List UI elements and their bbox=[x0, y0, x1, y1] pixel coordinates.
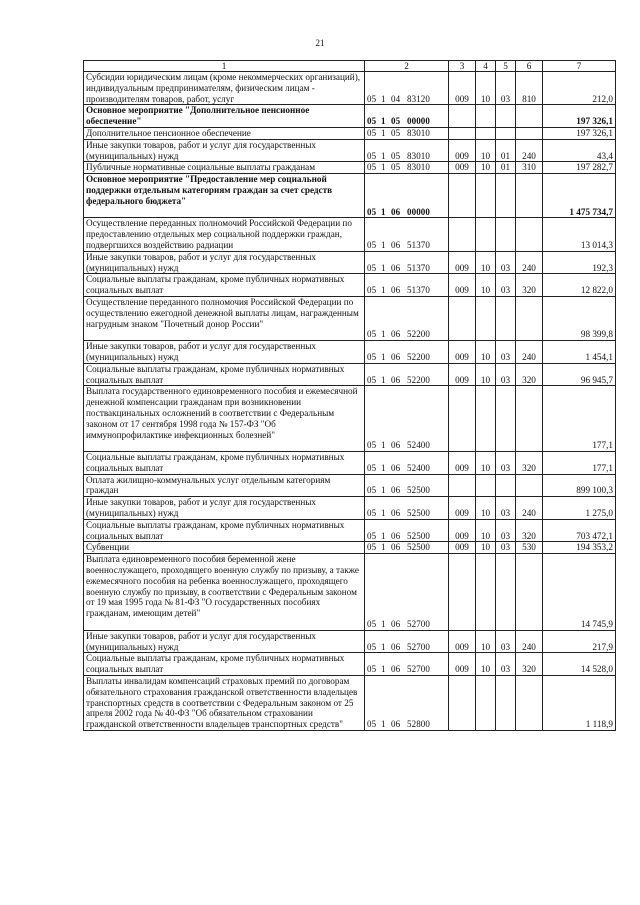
row-target-code bbox=[365, 105, 449, 128]
row-grbs bbox=[449, 218, 476, 251]
row-amount: 1 275,0 bbox=[543, 497, 616, 520]
row-target-code bbox=[365, 474, 449, 497]
row-target-code bbox=[365, 341, 449, 364]
row-subsection: 03 bbox=[496, 519, 516, 542]
row-expense-type: 240 bbox=[516, 341, 543, 364]
row-section bbox=[476, 386, 496, 452]
row-target-code bbox=[365, 274, 449, 297]
code-part: 05 bbox=[367, 116, 377, 127]
row-subsection bbox=[496, 554, 516, 631]
row-expense-type: 240 bbox=[516, 139, 543, 162]
code-part: 05 bbox=[367, 508, 377, 519]
row-name bbox=[84, 386, 365, 452]
header-cell: 4 bbox=[476, 61, 496, 72]
row-section bbox=[476, 174, 496, 218]
row-amount: 217,9 bbox=[543, 630, 616, 653]
code-part: 52200 bbox=[407, 329, 430, 340]
row-subsection bbox=[496, 174, 516, 218]
row-name bbox=[84, 72, 365, 105]
code-part: 83010 bbox=[407, 150, 430, 161]
row-section bbox=[476, 127, 496, 139]
code-part: 06 bbox=[391, 351, 401, 362]
code-part: 05 bbox=[391, 150, 401, 161]
row-grbs: 009 bbox=[449, 630, 476, 653]
row-amount: 177,1 bbox=[543, 386, 616, 452]
row-section: 10 bbox=[476, 452, 496, 475]
row-name bbox=[84, 630, 365, 653]
table-row bbox=[84, 274, 616, 297]
row-name bbox=[84, 139, 365, 162]
row-expense-type bbox=[516, 174, 543, 218]
row-name-text: Иные закупки товаров, работ и услуг для государственных (муниципальных) нужд bbox=[86, 139, 317, 161]
code-part: 83010 bbox=[407, 127, 430, 138]
code-part: 06 bbox=[391, 462, 401, 473]
row-grbs: 009 bbox=[449, 653, 476, 676]
code-part: 1 bbox=[381, 542, 386, 553]
row-target-code bbox=[365, 72, 449, 105]
row-name bbox=[84, 653, 365, 676]
code-part: 05 bbox=[391, 162, 401, 173]
code-part: 06 bbox=[391, 329, 401, 340]
row-name-text: Выплата государственного единовременного пособия и ежемесячной денежной компенсации гражданам при возникновении поствакцинальных осложнений в соответствии с Федеральным законом от 17 сентября 1998 года № 157-ФЗ "Об иммунопрофилактике инфекционных болезней" bbox=[86, 386, 358, 440]
row-section: 10 bbox=[476, 653, 496, 676]
code-part: 1 bbox=[381, 485, 386, 496]
code-part: 1 bbox=[381, 93, 386, 104]
table-row bbox=[84, 218, 616, 251]
row-target-code bbox=[365, 554, 449, 631]
row-expense-type: 320 bbox=[516, 653, 543, 676]
row-expense-type bbox=[516, 127, 543, 139]
row-grbs bbox=[449, 296, 476, 340]
code-part: 83120 bbox=[407, 93, 430, 104]
row-expense-type: 320 bbox=[516, 452, 543, 475]
code-part: 05 bbox=[367, 329, 377, 340]
row-name bbox=[84, 162, 365, 174]
row-name-text: Иные закупки товаров, работ и услуг для государственных (муниципальных) нужд bbox=[86, 341, 317, 362]
code-part: 00000 bbox=[407, 206, 430, 217]
row-amount: 1 475 734,7 bbox=[543, 174, 616, 218]
header-cell: 1 bbox=[84, 61, 365, 72]
row-grbs: 009 bbox=[449, 274, 476, 297]
row-name bbox=[84, 296, 365, 340]
row-name-text: Осуществление переданного полномочия Российской Федерации по осуществлению ежегодной денежной выплаты лицам, награжденным нагрудным знаком "Почетный донор России" bbox=[86, 296, 359, 329]
code-part: 1 bbox=[381, 530, 386, 541]
row-name bbox=[84, 174, 365, 218]
row-name-text: Выплата единовременного пособия беременной жене военнослужащего, проходящего военную службу по призыву, а также ежемесячного пособия на ребенка военнослужащего, проходящего военную службу по призыву, в соответствии с Федеральным законом от 19 мая 1995 года № 81-ФЗ "О государственных пособиях гражданам, имеющим детей" bbox=[86, 554, 359, 619]
row-name-text: Социальные выплаты гражданам, кроме публичных нормативных социальных выплат bbox=[86, 363, 345, 385]
row-grbs bbox=[449, 554, 476, 631]
row-amount: 98 399,8 bbox=[543, 296, 616, 340]
page-number: 21 bbox=[315, 38, 325, 48]
row-name-text: Оплата жилищно-коммунальных услуг отдельным категориям граждан bbox=[86, 474, 331, 496]
row-expense-type: 310 bbox=[516, 162, 543, 174]
code-part: 06 bbox=[391, 508, 401, 519]
code-part: 06 bbox=[391, 239, 401, 250]
row-subsection: 03 bbox=[496, 452, 516, 475]
code-part: 06 bbox=[391, 374, 401, 385]
code-part: 05 bbox=[367, 239, 377, 250]
row-grbs: 009 bbox=[449, 72, 476, 105]
code-part: 05 bbox=[367, 719, 377, 730]
code-part: 05 bbox=[367, 93, 377, 104]
code-part: 1 bbox=[381, 239, 386, 250]
row-subsection: 01 bbox=[496, 139, 516, 162]
code-part: 05 bbox=[367, 664, 377, 675]
budget-table bbox=[83, 60, 616, 731]
row-name bbox=[84, 105, 365, 128]
row-section: 10 bbox=[476, 542, 496, 554]
row-expense-type bbox=[516, 474, 543, 497]
row-grbs: 009 bbox=[449, 542, 476, 554]
table-row bbox=[84, 251, 616, 274]
code-part: 52400 bbox=[407, 462, 430, 473]
row-section bbox=[476, 554, 496, 631]
row-name-text: Иные закупки товаров, работ и услуг для государственных (муниципальных) нужд bbox=[86, 251, 317, 273]
row-expense-type bbox=[516, 676, 543, 731]
code-part: 06 bbox=[391, 285, 401, 296]
table-row bbox=[84, 127, 616, 139]
row-name-text: Субвенции bbox=[86, 542, 130, 553]
row-subsection: 03 bbox=[496, 653, 516, 676]
code-part: 05 bbox=[367, 206, 377, 217]
code-part: 1 bbox=[381, 641, 386, 652]
row-section: 10 bbox=[476, 72, 496, 105]
code-part: 52500 bbox=[407, 485, 430, 496]
code-part: 52800 bbox=[407, 719, 430, 730]
header-cell: 7 bbox=[543, 61, 616, 72]
row-name bbox=[84, 676, 365, 731]
row-amount: 12 822,0 bbox=[543, 274, 616, 297]
row-amount: 1 454,1 bbox=[543, 341, 616, 364]
row-target-code bbox=[365, 296, 449, 340]
row-name-text: Осуществление переданных полномочий Российской Федерации по предоставлению отдельных мер социальной поддержки граждан, подвергшихся воздействию радиации bbox=[86, 218, 352, 250]
code-part: 05 bbox=[367, 462, 377, 473]
code-part: 05 bbox=[367, 127, 377, 138]
row-subsection bbox=[496, 474, 516, 497]
row-amount: 43,4 bbox=[543, 139, 616, 162]
row-expense-type: 240 bbox=[516, 251, 543, 274]
row-name-text: Субсидии юридическим лицам (кроме некоммерческих организаций), индивидуальным предпринимателям, физическим лицам - производителям товаров, работ, услуг bbox=[86, 72, 361, 104]
header-cell: 2 bbox=[365, 61, 449, 72]
table-row bbox=[84, 386, 616, 452]
row-target-code bbox=[365, 251, 449, 274]
row-target-code bbox=[365, 519, 449, 542]
header-row bbox=[84, 61, 616, 72]
row-grbs bbox=[449, 386, 476, 452]
code-part: 00000 bbox=[407, 116, 430, 127]
header-cell: 5 bbox=[496, 61, 516, 72]
row-target-code bbox=[365, 386, 449, 452]
table-row bbox=[84, 72, 616, 105]
code-part: 1 bbox=[381, 374, 386, 385]
header-cell: 3 bbox=[449, 61, 476, 72]
row-grbs: 009 bbox=[449, 497, 476, 520]
code-part: 05 bbox=[367, 619, 377, 630]
code-part: 52400 bbox=[407, 440, 430, 451]
row-grbs bbox=[449, 676, 476, 731]
row-name-text: Иные закупки товаров, работ и услуг для государственных (муниципальных) нужд bbox=[86, 497, 317, 519]
row-name bbox=[84, 542, 365, 554]
row-name bbox=[84, 218, 365, 251]
table-row bbox=[84, 139, 616, 162]
table-row bbox=[84, 162, 616, 174]
code-part: 1 bbox=[381, 351, 386, 362]
code-part: 1 bbox=[381, 719, 386, 730]
code-part: 1 bbox=[381, 329, 386, 340]
row-name-text: Публичные нормативные социальные выплаты гражданам bbox=[86, 162, 316, 173]
row-amount: 14 745,9 bbox=[543, 554, 616, 631]
row-target-code bbox=[365, 676, 449, 731]
row-amount: 96 945,7 bbox=[543, 363, 616, 386]
code-part: 52200 bbox=[407, 374, 430, 385]
row-subsection bbox=[496, 218, 516, 251]
row-subsection bbox=[496, 386, 516, 452]
table-row bbox=[84, 341, 616, 364]
code-part: 05 bbox=[367, 542, 377, 553]
row-target-code bbox=[365, 497, 449, 520]
row-expense-type: 320 bbox=[516, 363, 543, 386]
code-part: 1 bbox=[381, 619, 386, 630]
table-row bbox=[84, 452, 616, 475]
code-part: 52500 bbox=[407, 542, 430, 553]
row-name bbox=[84, 341, 365, 364]
row-subsection: 03 bbox=[496, 542, 516, 554]
table-row bbox=[84, 497, 616, 520]
row-section bbox=[476, 676, 496, 731]
code-part: 06 bbox=[391, 485, 401, 496]
row-name bbox=[84, 363, 365, 386]
row-amount: 197 282,7 bbox=[543, 162, 616, 174]
row-subsection: 03 bbox=[496, 630, 516, 653]
table-row bbox=[84, 474, 616, 497]
row-name-text: Иные закупки товаров, работ и услуг для государственных (муниципальных) нужд bbox=[86, 630, 317, 652]
row-subsection bbox=[496, 676, 516, 731]
code-part: 52200 bbox=[407, 351, 430, 362]
row-target-code bbox=[365, 174, 449, 218]
code-part: 05 bbox=[391, 116, 401, 127]
row-subsection: 03 bbox=[496, 72, 516, 105]
row-name-text: Социальные выплаты гражданам, кроме публичных нормативных социальных выплат bbox=[86, 653, 345, 675]
code-part: 05 bbox=[367, 485, 377, 496]
row-subsection bbox=[496, 127, 516, 139]
row-section: 10 bbox=[476, 363, 496, 386]
code-part: 06 bbox=[391, 262, 401, 273]
row-target-code bbox=[365, 363, 449, 386]
row-amount: 177,1 bbox=[543, 452, 616, 475]
row-amount: 1 118,9 bbox=[543, 676, 616, 731]
row-section: 10 bbox=[476, 341, 496, 364]
code-part: 05 bbox=[367, 641, 377, 652]
row-grbs bbox=[449, 105, 476, 128]
code-part: 52700 bbox=[407, 619, 430, 630]
row-section bbox=[476, 105, 496, 128]
code-part: 05 bbox=[367, 351, 377, 362]
code-part: 1 bbox=[381, 262, 386, 273]
code-part: 06 bbox=[391, 530, 401, 541]
row-name-text: Социальные выплаты гражданам, кроме публичных нормативных социальных выплат bbox=[86, 519, 345, 541]
table-row bbox=[84, 519, 616, 542]
code-part: 04 bbox=[391, 93, 401, 104]
row-amount: 13 014,3 bbox=[543, 218, 616, 251]
row-target-code bbox=[365, 653, 449, 676]
row-grbs: 009 bbox=[449, 452, 476, 475]
table-row bbox=[84, 653, 616, 676]
row-amount: 703 472,1 bbox=[543, 519, 616, 542]
row-expense-type: 320 bbox=[516, 274, 543, 297]
code-part: 05 bbox=[367, 150, 377, 161]
row-amount: 197 326,1 bbox=[543, 127, 616, 139]
code-part: 05 bbox=[367, 440, 377, 451]
row-section: 10 bbox=[476, 497, 496, 520]
row-subsection: 01 bbox=[496, 162, 516, 174]
row-amount: 212,0 bbox=[543, 72, 616, 105]
row-amount: 899 100,3 bbox=[543, 474, 616, 497]
row-expense-type bbox=[516, 296, 543, 340]
row-subsection bbox=[496, 105, 516, 128]
row-name-text: Социальные выплаты гражданам, кроме публичных нормативных социальных выплат bbox=[86, 452, 345, 473]
code-part: 52500 bbox=[407, 530, 430, 541]
row-target-code bbox=[365, 542, 449, 554]
row-amount: 192,3 bbox=[543, 251, 616, 274]
code-part: 06 bbox=[391, 440, 401, 451]
row-name-text: Дополнительное пенсионное обеспечение bbox=[86, 127, 251, 138]
row-expense-type bbox=[516, 218, 543, 251]
code-part: 05 bbox=[367, 262, 377, 273]
row-subsection: 03 bbox=[496, 497, 516, 520]
code-part: 05 bbox=[391, 127, 401, 138]
row-target-code bbox=[365, 162, 449, 174]
row-target-code bbox=[365, 139, 449, 162]
code-part: 1 bbox=[381, 162, 386, 173]
row-grbs bbox=[449, 474, 476, 497]
row-amount: 14 528,0 bbox=[543, 653, 616, 676]
row-subsection bbox=[496, 296, 516, 340]
row-expense-type bbox=[516, 554, 543, 631]
code-part: 52700 bbox=[407, 664, 430, 675]
code-part: 1 bbox=[381, 285, 386, 296]
code-part: 51370 bbox=[407, 239, 430, 250]
code-part: 1 bbox=[381, 664, 386, 675]
row-expense-type: 810 bbox=[516, 72, 543, 105]
row-grbs: 009 bbox=[449, 363, 476, 386]
table-row bbox=[84, 174, 616, 218]
row-amount: 197 326,1 bbox=[543, 105, 616, 128]
row-grbs bbox=[449, 127, 476, 139]
code-part: 51370 bbox=[407, 262, 430, 273]
row-amount: 194 353,2 bbox=[543, 542, 616, 554]
row-section: 10 bbox=[476, 139, 496, 162]
table-row bbox=[84, 676, 616, 731]
code-part: 06 bbox=[391, 719, 401, 730]
code-part: 1 bbox=[381, 462, 386, 473]
code-part: 51370 bbox=[407, 285, 430, 296]
row-section: 10 bbox=[476, 251, 496, 274]
table-row bbox=[84, 105, 616, 128]
row-name-text: Социальные выплаты гражданам, кроме публичных нормативных социальных выплат bbox=[86, 274, 345, 296]
row-section: 10 bbox=[476, 162, 496, 174]
row-name bbox=[84, 274, 365, 297]
code-part: 05 bbox=[367, 285, 377, 296]
code-part: 1 bbox=[381, 150, 386, 161]
code-part: 52700 bbox=[407, 641, 430, 652]
code-part: 1 bbox=[381, 508, 386, 519]
row-expense-type bbox=[516, 386, 543, 452]
row-grbs: 009 bbox=[449, 341, 476, 364]
table-row bbox=[84, 296, 616, 340]
row-subsection: 03 bbox=[496, 341, 516, 364]
row-target-code bbox=[365, 127, 449, 139]
code-part: 06 bbox=[391, 619, 401, 630]
row-expense-type: 320 bbox=[516, 519, 543, 542]
row-section: 10 bbox=[476, 630, 496, 653]
row-subsection: 03 bbox=[496, 363, 516, 386]
row-name bbox=[84, 497, 365, 520]
row-grbs: 009 bbox=[449, 139, 476, 162]
code-part: 1 bbox=[381, 116, 386, 127]
table-row bbox=[84, 554, 616, 631]
row-name bbox=[84, 452, 365, 475]
code-part: 05 bbox=[367, 530, 377, 541]
row-section: 10 bbox=[476, 274, 496, 297]
table-row bbox=[84, 630, 616, 653]
row-name bbox=[84, 127, 365, 139]
row-name bbox=[84, 519, 365, 542]
row-expense-type: 240 bbox=[516, 497, 543, 520]
row-subsection: 03 bbox=[496, 274, 516, 297]
table-row bbox=[84, 363, 616, 386]
header-cell: 6 bbox=[516, 61, 543, 72]
row-expense-type: 240 bbox=[516, 630, 543, 653]
row-name bbox=[84, 251, 365, 274]
code-part: 06 bbox=[391, 542, 401, 553]
row-section bbox=[476, 218, 496, 251]
code-part: 1 bbox=[381, 127, 386, 138]
code-part: 05 bbox=[367, 374, 377, 385]
row-section bbox=[476, 474, 496, 497]
row-grbs: 009 bbox=[449, 162, 476, 174]
row-target-code bbox=[365, 218, 449, 251]
code-part: 1 bbox=[381, 440, 386, 451]
row-grbs bbox=[449, 174, 476, 218]
row-subsection: 03 bbox=[496, 251, 516, 274]
row-target-code bbox=[365, 630, 449, 653]
code-part: 52500 bbox=[407, 508, 430, 519]
row-name-text: Основное мероприятие "Предоставление мер социальной поддержки отдельным категориям граждан за счет средств федерального бюджета" bbox=[86, 174, 333, 206]
code-part: 06 bbox=[391, 206, 401, 217]
row-expense-type bbox=[516, 105, 543, 128]
row-section: 10 bbox=[476, 519, 496, 542]
row-section bbox=[476, 296, 496, 340]
row-name-text: Выплаты инвалидам компенсаций страховых премий по договорам обязательного страхования гражданской ответственности владельцев транспортных средств в соответствии с Федеральным законом от 25 апреля 2002 года № 40-ФЗ "Об обязательном страховании гражданской ответственности владельцев транспортных средств" bbox=[86, 676, 358, 730]
code-part: 05 bbox=[367, 162, 377, 173]
row-target-code bbox=[365, 452, 449, 475]
table-row bbox=[84, 542, 616, 554]
row-grbs: 009 bbox=[449, 519, 476, 542]
code-part: 83010 bbox=[407, 162, 430, 173]
row-name-text: Основное мероприятие "Дополнительное пенсионное обеспечение" bbox=[86, 105, 310, 127]
row-name bbox=[84, 474, 365, 497]
code-part: 1 bbox=[381, 206, 386, 217]
code-part: 06 bbox=[391, 641, 401, 652]
row-expense-type: 530 bbox=[516, 542, 543, 554]
code-part: 06 bbox=[391, 664, 401, 675]
row-name bbox=[84, 554, 365, 631]
row-grbs: 009 bbox=[449, 251, 476, 274]
